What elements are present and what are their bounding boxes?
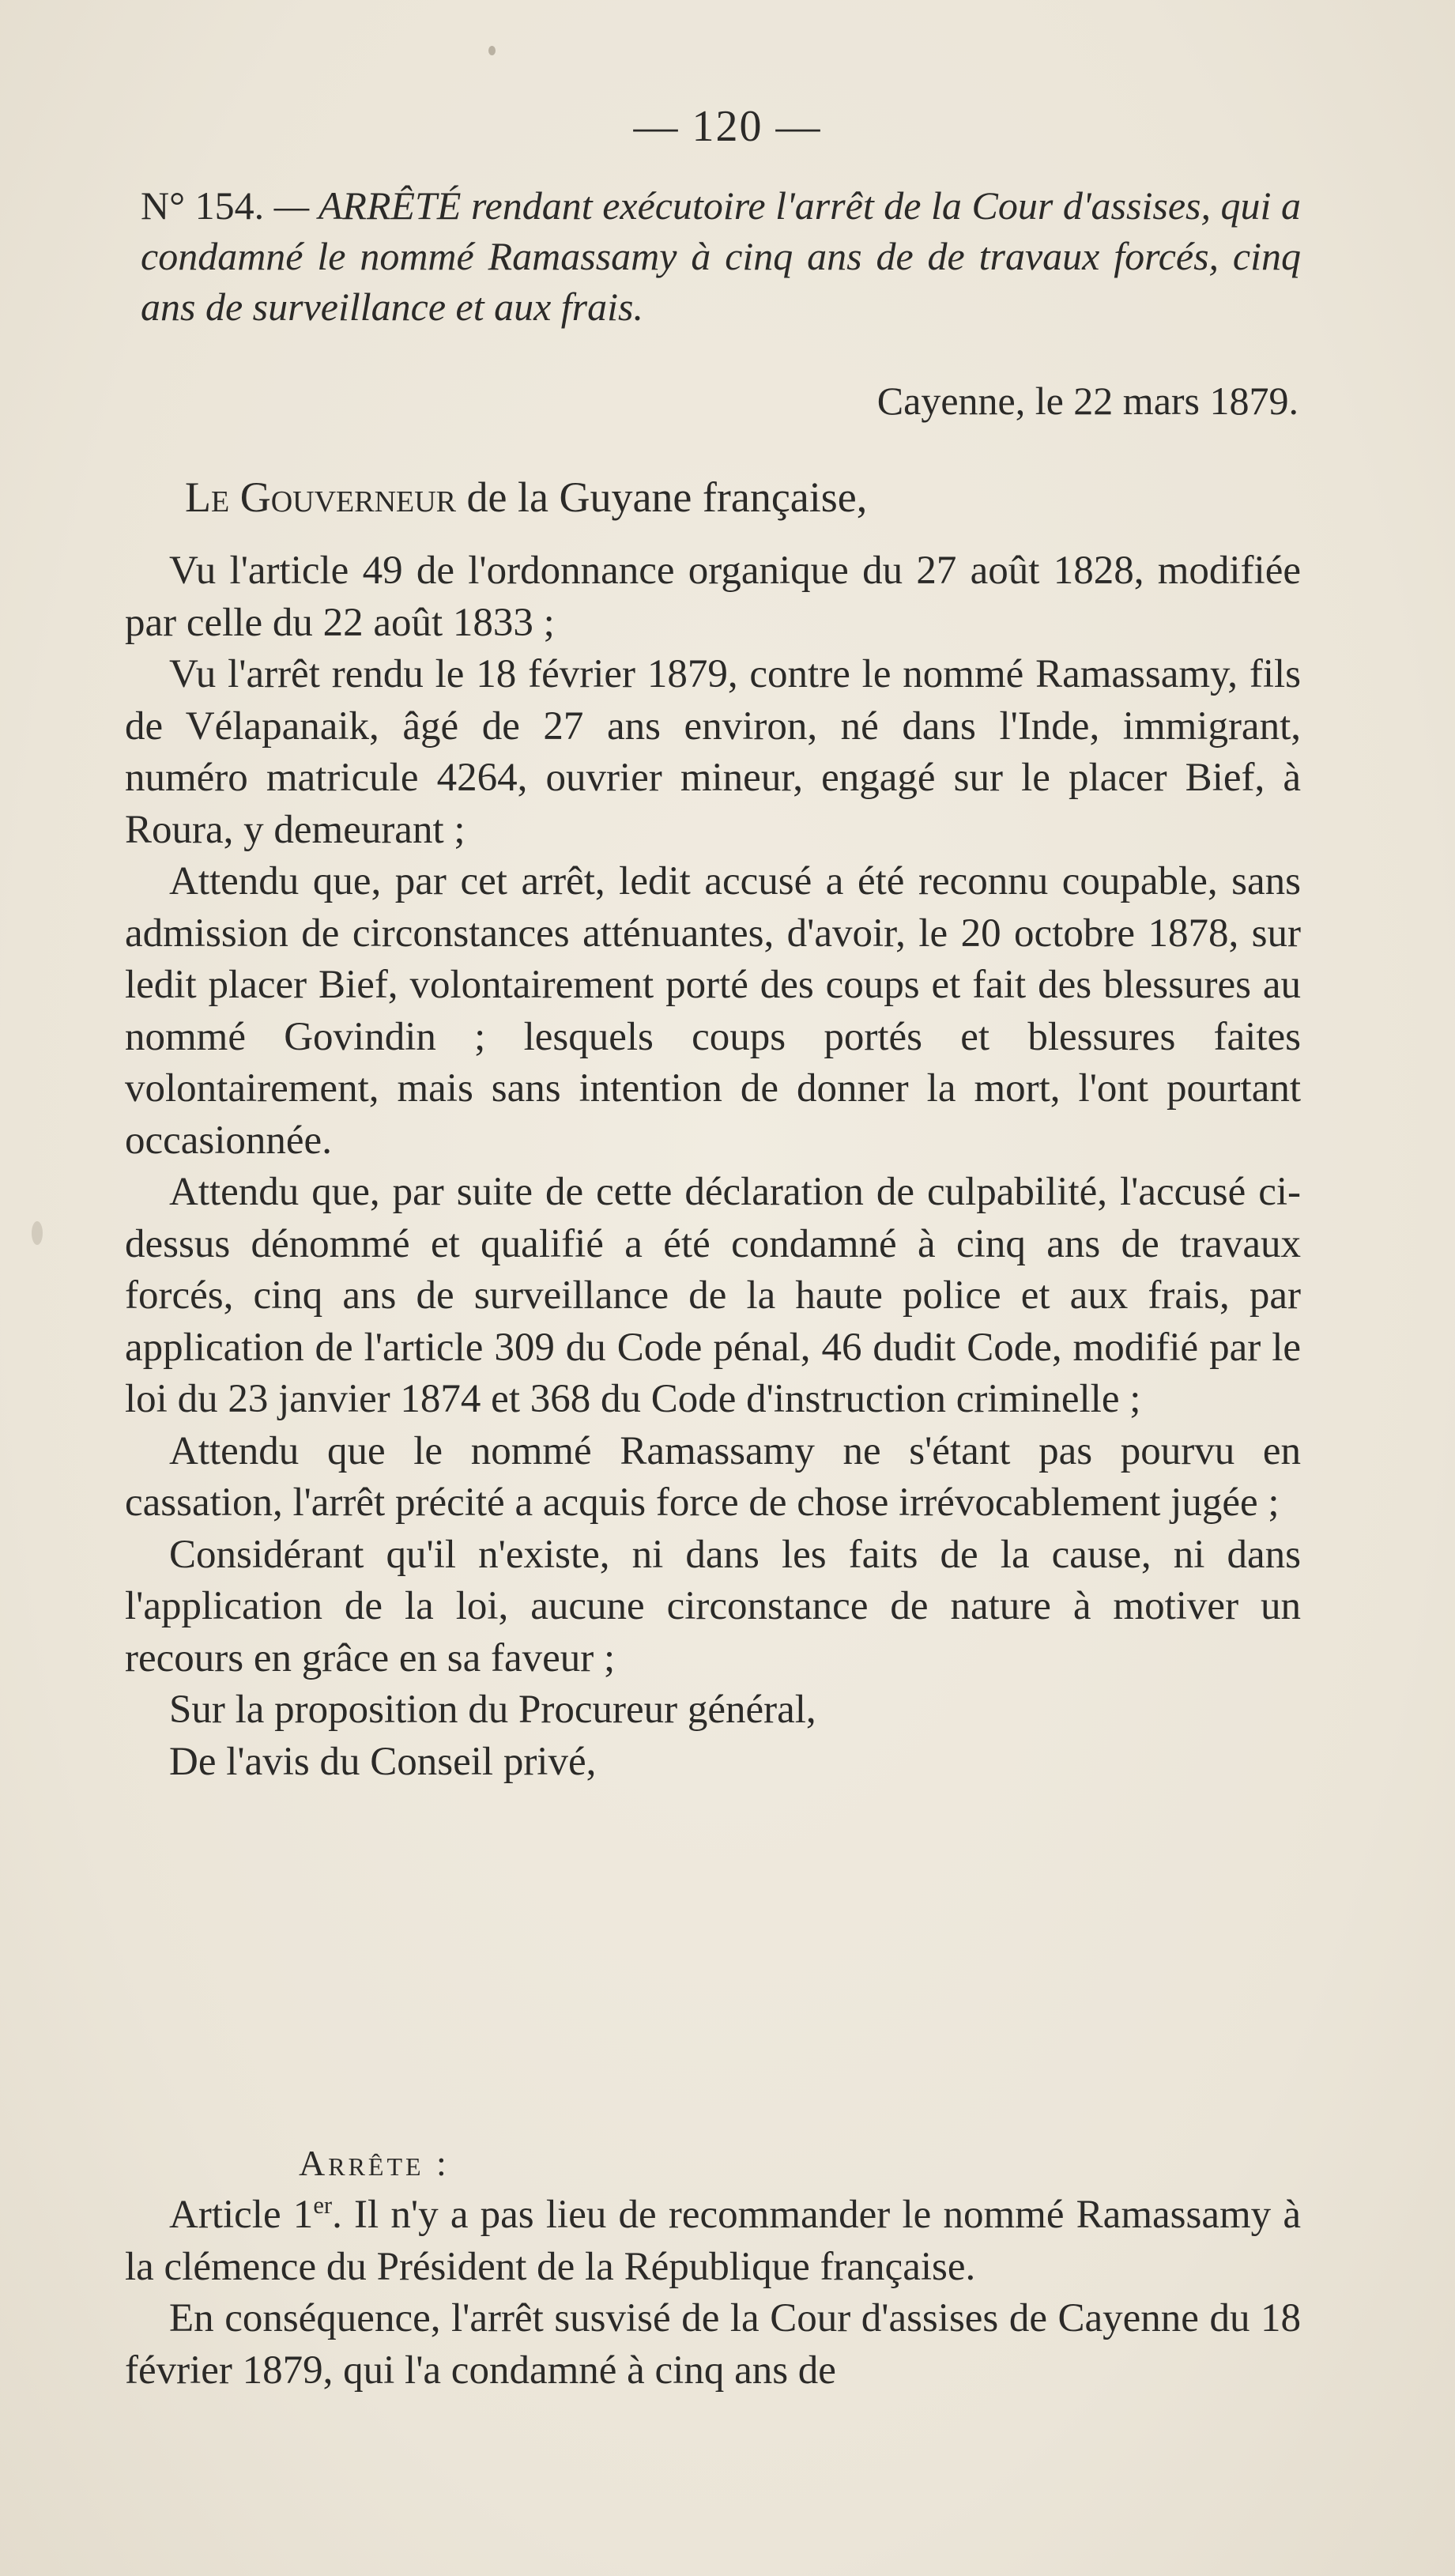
paper-speck	[488, 46, 496, 55]
paragraph-avis: De l'avis du Conseil privé,	[169, 1739, 597, 1784]
arrete-heading: Arrête :	[299, 2143, 450, 2183]
page-number: — 120 —	[633, 102, 822, 151]
paragraph-proposition: Sur la proposition du Procureur général,	[169, 1688, 816, 1732]
governor-title: Le Gouverneur	[185, 473, 457, 521]
paper-speck	[32, 1221, 43, 1245]
article-1-sup: er	[313, 2192, 333, 2219]
article-1	[125, 2189, 1301, 2293]
paragraph-attendu-3: Attendu que le nommé Ramassamy ne s'étant pas pourvu en cassation, l'arrêt précité a acquis force de chose irrévocablement jugée ;	[125, 1428, 1301, 1525]
governor-heading	[185, 473, 867, 522]
paragraph-vu-arret: Vu l'arrêt rendu le 18 février 1879, contre le nommé Ramassamy, fils de Vélapanaik, âgé de 27 ans environ, né dans l'Inde, immigrant, numéro matricule 4264, ouvrier mineur, engagé sur le placer Bief, à Roura, y demeurant ;	[125, 652, 1301, 852]
dateline: Cayenne, le 22 mars 1879.	[876, 379, 1299, 423]
paragraph-vu-article: Vu l'article 49 de l'ordonnance organique du 27 août 1828, modifiée par celle du 22 août 1833 ;	[125, 549, 1301, 645]
paragraph-considerant: Considérant qu'il n'existe, ni dans les faits de la cause, ni dans l'application de la loi, aucune circonstance de nature à motiver un recours en grâce en sa faveur ;	[125, 1532, 1301, 1680]
decree-number: N° 154.	[141, 183, 265, 228]
considerations	[125, 545, 1301, 1788]
paragraph-attendu-2: Attendu que, par suite de cette déclaration de culpabilité, l'accusé ci-dessus dénommé et qualifié a été condamné à cinq ans de travaux forcés, cinq ans de surveillance de la haute police et aux frais, par application de l'article 309 du Code pénal, 46 dudit Code, modifié par le loi du 23 janvier 1874 et 368 du Code d'instruction criminelle ;	[125, 1170, 1301, 1421]
paragraph-attendu-1: Attendu que, par cet arrêt, ledit accusé a été reconnu coupable, sans admission de circonstances atténuantes, d'avoir, le 20 octobre 1878, sur ledit placer Bief, volontairement porté des coups et fait des blessures au nommé Govindin ; lesquels coups portés et blessures faites volontairement, mais sans intention de donner la mort, l'ont pourtant occasionnée.	[125, 859, 1301, 1163]
article-1-text: . Il n'y a pas lieu de recommander le nommé Ramassamy à la clémence du Président de la République française.	[125, 2193, 1301, 2289]
decree-title	[141, 180, 1301, 332]
closing-paragraph: En conséquence, l'arrêt susvisé de la Cour d'assises de Cayenne du 18 février 1879, qui l'a condamné à cinq ans de	[125, 2296, 1301, 2393]
article-section	[125, 2189, 1301, 2397]
governor-rest: de la Guyane française,	[466, 473, 868, 521]
article-1-label: Article 1	[169, 2193, 314, 2237]
decree-title-text: — ARRÊTÉ rendant exécutoire l'arrêt de la Cour d'assises, qui a condamné le nommé Ramassamy à cinq ans de de travaux forcés, cinq ans de surveillance et aux frais.	[141, 183, 1301, 329]
